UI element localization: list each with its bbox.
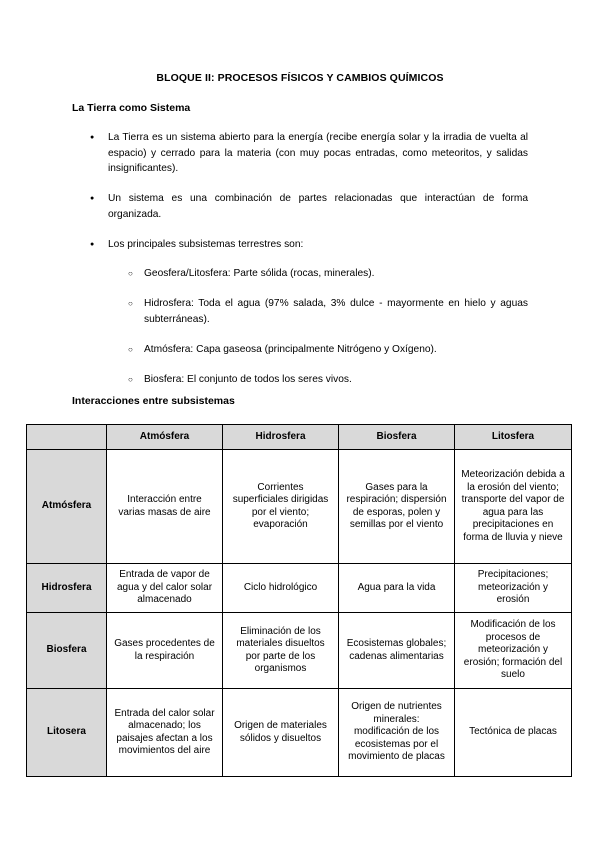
table-cell: Modificación de los procesos de meteorización y erosión; formación del suelo [455, 613, 572, 689]
section-heading-interactions: Interacciones entre subsistemas [72, 395, 235, 407]
table-cell: Interacción entre varias masas de aire [107, 450, 223, 564]
subsystem-item-atmosfera: ○ Atmósfera: Capa gaseosa (principalmente Nitrógeno y Oxígeno). [108, 342, 528, 358]
table-cell: Ciclo hidrológico [223, 564, 339, 613]
subsystem-item-hidrosfera: ○ Hidrosfera: Toda el agua (97% salada, 3% dulce - mayormente en hielo y aguas subterráneas). [108, 296, 528, 327]
table-cell: Gases procedentes de la respiración [107, 613, 223, 689]
table-cell: Precipitaciones; meteorización y erosión [455, 564, 572, 613]
table-cell: Corrientes superficiales dirigidas por el viento; evaporación [223, 450, 339, 564]
table-row [27, 450, 572, 564]
table-cell: Tectónica de placas [455, 689, 572, 777]
column-header: Biosfera [339, 425, 455, 450]
table-cell: Eliminación de los materiales disueltos por parte de los organismos [223, 613, 339, 689]
table-cell: Origen de materiales sólidos y disueltos [223, 689, 339, 777]
subsystem-list [108, 266, 528, 387]
table-header-row [27, 425, 572, 450]
bullet-item [72, 237, 528, 388]
column-header: Litosfera [455, 425, 572, 450]
bullet-text: Un sistema es una combinación de partes relacionadas que interactúan de forma organizada. [108, 193, 528, 220]
section-heading-earth-system: La Tierra como Sistema [72, 102, 191, 114]
page-title: BLOQUE II: PROCESOS FÍSICOS Y CAMBIOS QUÍMICOS [156, 72, 444, 84]
row-header: Litosera [27, 689, 107, 777]
table-row [27, 564, 572, 613]
subsystem-item-biosfera: ○ Biosfera: El conjunto de todos los seres vivos. [108, 372, 528, 388]
subsystem-item-geosfera: ○ Geosfera/Litosfera: Parte sólida (rocas, minerales). [108, 266, 528, 282]
table-row [27, 689, 572, 777]
bullet-text: Los principales subsistemas terrestres son: [108, 238, 304, 250]
table-cell: Entrada del calor solar almacenado; los paisajes afectan a los movimientos del aire [107, 689, 223, 777]
bullet-item [72, 130, 528, 177]
table-cell: Origen de nutrientes minerales: modificación de los ecosistemas por el movimiento de placas [339, 689, 455, 777]
table-cell: Gases para la respiración; dispersión de esporas, polen y semillas por el viento [339, 450, 455, 564]
table-corner-cell [27, 425, 107, 450]
bullet-text: La Tierra es un sistema abierto para la energía (recibe energía solar y la irradia de vuelta al espacio) y cerrado para la materia (con muy pocas entradas, como meteoritos, y salidas insignificantes). [108, 132, 528, 174]
column-header: Atmósfera [107, 425, 223, 450]
bullet-list [72, 130, 528, 402]
row-header: Atmósfera [27, 450, 107, 564]
table-cell: Ecosistemas globales; cadenas alimentarias [339, 613, 455, 689]
row-header: Biosfera [27, 613, 107, 689]
bullet-item [72, 191, 528, 222]
table-cell: Entrada de vapor de agua y del calor solar almacenado [107, 564, 223, 613]
column-header: Hidrosfera [223, 425, 339, 450]
table-cell: Meteorización debida a la erosión del viento; transporte del vapor de agua para las precipitaciones en forma de lluvia y nieve [455, 450, 572, 564]
table-row [27, 613, 572, 689]
table-cell: Agua para la vida [339, 564, 455, 613]
interactions-table [26, 424, 572, 777]
row-header: Hidrosfera [27, 564, 107, 613]
